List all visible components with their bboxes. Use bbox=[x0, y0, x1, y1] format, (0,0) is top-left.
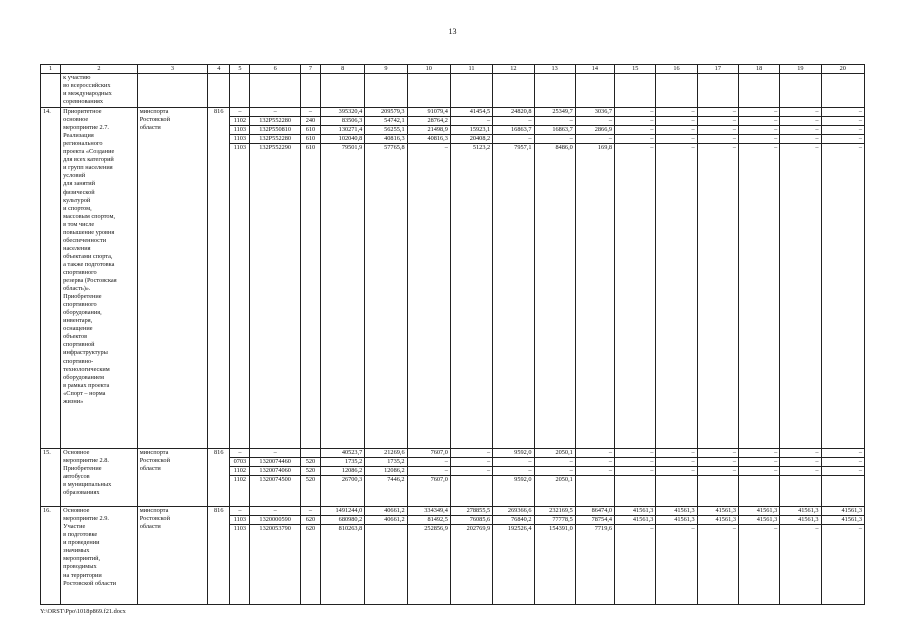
amount-cell: 3036,7 bbox=[575, 108, 614, 117]
amount-cell: – bbox=[697, 144, 738, 449]
amount-cell: – bbox=[450, 117, 492, 126]
amount-cell: – bbox=[821, 135, 864, 144]
budget-code-cell: – bbox=[250, 448, 300, 457]
amount-cell: 16863,7 bbox=[493, 126, 534, 135]
amount-cell: – bbox=[780, 135, 821, 144]
empty-cell bbox=[365, 74, 407, 108]
empty-cell bbox=[137, 74, 208, 108]
budget-code-cell: 1103 bbox=[230, 525, 250, 605]
amount-cell: – bbox=[575, 135, 614, 144]
activity-name: Основное мероприятие 2.8. Приобретение автобусов в муниципальных образованиях bbox=[61, 448, 138, 506]
amount-cell: – bbox=[738, 525, 779, 605]
amount-cell: – bbox=[821, 525, 864, 605]
amount-cell: 41561,3 bbox=[780, 507, 821, 516]
budget-code-cell: 620 bbox=[300, 516, 320, 525]
amount-cell: – bbox=[821, 448, 864, 457]
budget-code-cell: 1320000590 bbox=[250, 516, 300, 525]
executor: минспорта Ростовской области bbox=[137, 507, 208, 605]
empty-cell bbox=[656, 74, 697, 108]
budget-code-cell: 1102 bbox=[230, 475, 250, 506]
amount-cell: – bbox=[697, 117, 738, 126]
column-header: 13 bbox=[534, 65, 575, 74]
row-number: 15. bbox=[41, 448, 61, 506]
amount-cell: – bbox=[656, 466, 697, 475]
budget-code-cell: 520 bbox=[300, 475, 320, 506]
amount-cell: 810263,8 bbox=[320, 525, 364, 605]
amount-cell: – bbox=[697, 466, 738, 475]
amount-cell: 7957,1 bbox=[493, 144, 534, 449]
amount-cell: – bbox=[738, 126, 779, 135]
amount-cell: 28764,2 bbox=[407, 117, 450, 126]
budget-code-cell: 1320074460 bbox=[250, 457, 300, 466]
row-number: 14. bbox=[41, 108, 61, 449]
budget-code-cell: 132P552280 bbox=[250, 135, 300, 144]
amount-cell: 40661,2 bbox=[365, 516, 407, 525]
amount-cell: – bbox=[656, 126, 697, 135]
amount-cell: 25349,7 bbox=[534, 108, 575, 117]
amount-cell: – bbox=[615, 108, 656, 117]
amount-cell: – bbox=[697, 108, 738, 117]
amount-cell: – bbox=[615, 457, 656, 466]
amount-cell: 40523,7 bbox=[320, 448, 364, 457]
amount-cell: 41561,3 bbox=[821, 516, 864, 525]
empty-cell bbox=[615, 74, 656, 108]
amount-cell: – bbox=[656, 117, 697, 126]
amount-cell: – bbox=[615, 448, 656, 457]
budget-code-cell: 620 bbox=[300, 525, 320, 605]
amount-cell: 1735,2 bbox=[320, 457, 364, 466]
amount-cell: – bbox=[697, 448, 738, 457]
amount-cell: 41561,3 bbox=[821, 507, 864, 516]
empty-cell bbox=[320, 74, 364, 108]
amount-cell: 9592,0 bbox=[493, 448, 534, 457]
amount-cell: – bbox=[615, 126, 656, 135]
empty-cell bbox=[250, 74, 300, 108]
column-header: 3 bbox=[137, 65, 208, 74]
amount-cell: 8486,0 bbox=[534, 144, 575, 449]
column-header: 15 bbox=[615, 65, 656, 74]
amount-cell bbox=[365, 525, 407, 605]
amount-cell: – bbox=[780, 117, 821, 126]
grbs-code: 816 bbox=[208, 448, 230, 506]
amount-cell: – bbox=[780, 457, 821, 466]
empty-cell bbox=[208, 74, 230, 108]
amount-cell: – bbox=[821, 117, 864, 126]
amount-cell: – bbox=[780, 126, 821, 135]
amount-cell: 76840,2 bbox=[493, 516, 534, 525]
column-header: 4 bbox=[208, 65, 230, 74]
amount-cell: 252856,9 bbox=[407, 525, 450, 605]
amount-cell: 56255,1 bbox=[365, 126, 407, 135]
column-header: 10 bbox=[407, 65, 450, 74]
column-header: 17 bbox=[697, 65, 738, 74]
empty-cell bbox=[300, 74, 320, 108]
table-row bbox=[41, 507, 865, 516]
amount-cell: 41561,3 bbox=[780, 516, 821, 525]
amount-cell: – bbox=[821, 126, 864, 135]
amount-cell: 54742,1 bbox=[365, 117, 407, 126]
amount-cell: – bbox=[534, 466, 575, 475]
budget-code-cell: 0703 bbox=[230, 457, 250, 466]
budget-code-cell: 1103 bbox=[230, 516, 250, 525]
amount-cell: – bbox=[738, 108, 779, 117]
amount-cell: 79501,9 bbox=[320, 144, 364, 449]
budget-code-cell: 610 bbox=[300, 135, 320, 144]
amount-cell: – bbox=[615, 525, 656, 605]
amount-cell: 41561,3 bbox=[738, 516, 779, 525]
amount-cell: 7607,0 bbox=[407, 448, 450, 457]
amount-cell: 77778,5 bbox=[534, 516, 575, 525]
amount-cell: – bbox=[407, 144, 450, 449]
amount-cell: 81492,5 bbox=[407, 516, 450, 525]
amount-cell: 40661,2 bbox=[365, 507, 407, 516]
amount-cell: 2050,1 bbox=[534, 475, 575, 506]
executor: минспорта Ростовской области bbox=[137, 448, 208, 506]
amount-cell: 41561,3 bbox=[656, 507, 697, 516]
amount-cell: 41561,3 bbox=[697, 516, 738, 525]
empty-cell bbox=[738, 74, 779, 108]
amount-cell: – bbox=[738, 448, 779, 457]
empty-cell bbox=[780, 74, 821, 108]
amount-cell: – bbox=[656, 144, 697, 449]
amount-cell: 16863,7 bbox=[534, 126, 575, 135]
budget-code-cell: 240 bbox=[300, 117, 320, 126]
amount-cell: – bbox=[615, 117, 656, 126]
amount-cell: 395320,4 bbox=[320, 108, 364, 117]
amount-cell: 1491244,0 bbox=[320, 507, 364, 516]
amount-cell: 7719,6 bbox=[575, 525, 614, 605]
amount-cell: 202769,9 bbox=[450, 525, 492, 605]
amount-cell: 7607,0 bbox=[407, 475, 450, 506]
budget-code-cell: 1103 bbox=[230, 126, 250, 135]
amount-cell: 2866,9 bbox=[575, 126, 614, 135]
amount-cell: – bbox=[450, 457, 492, 466]
amount-cell: – bbox=[493, 117, 534, 126]
amount-cell: 41561,3 bbox=[697, 507, 738, 516]
column-header: 12 bbox=[493, 65, 534, 74]
amount-cell: 91079,4 bbox=[407, 108, 450, 117]
amount-cell: – bbox=[780, 448, 821, 457]
amount-cell: – bbox=[450, 448, 492, 457]
amount-cell: 41561,3 bbox=[615, 516, 656, 525]
amount-cell: – bbox=[493, 457, 534, 466]
amount-cell: 1735,2 bbox=[365, 457, 407, 466]
amount-cell: 57765,8 bbox=[365, 144, 407, 449]
amount-cell: 41561,3 bbox=[738, 507, 779, 516]
column-header: 14 bbox=[575, 65, 614, 74]
amount-cell: 40816,3 bbox=[407, 135, 450, 144]
amount-cell bbox=[780, 475, 821, 506]
amount-cell: – bbox=[697, 457, 738, 466]
budget-code-cell bbox=[300, 448, 320, 457]
amount-cell: – bbox=[738, 144, 779, 449]
amount-cell: – bbox=[407, 457, 450, 466]
amount-cell: – bbox=[656, 448, 697, 457]
budget-code-cell: – bbox=[250, 108, 300, 117]
amount-cell: 83506,3 bbox=[320, 117, 364, 126]
amount-cell: 102040,8 bbox=[320, 135, 364, 144]
budget-code-cell: 1320074060 bbox=[250, 466, 300, 475]
column-header: 1 bbox=[41, 65, 61, 74]
amount-cell: 26700,3 bbox=[320, 475, 364, 506]
amount-cell: – bbox=[738, 135, 779, 144]
budget-code-cell: – bbox=[300, 507, 320, 516]
amount-cell: 2050,1 bbox=[534, 448, 575, 457]
amount-cell: 269366,6 bbox=[493, 507, 534, 516]
amount-cell: – bbox=[575, 448, 614, 457]
amount-cell: – bbox=[821, 457, 864, 466]
amount-cell: 278855,5 bbox=[450, 507, 492, 516]
empty-cell bbox=[450, 74, 492, 108]
budget-code-cell: 132P550810 bbox=[250, 126, 300, 135]
empty-cell bbox=[697, 74, 738, 108]
amount-cell: 76085,6 bbox=[450, 516, 492, 525]
amount-cell: 5123,2 bbox=[450, 144, 492, 449]
amount-cell: – bbox=[738, 117, 779, 126]
column-header: 19 bbox=[780, 65, 821, 74]
amount-cell: 24820,8 bbox=[493, 108, 534, 117]
amount-cell: – bbox=[493, 466, 534, 475]
column-header: 8 bbox=[320, 65, 364, 74]
amount-cell: 209579,3 bbox=[365, 108, 407, 117]
amount-cell: – bbox=[656, 108, 697, 117]
amount-cell: – bbox=[780, 525, 821, 605]
amount-cell: – bbox=[575, 117, 614, 126]
budget-code-cell: 520 bbox=[300, 457, 320, 466]
header-row bbox=[41, 65, 865, 74]
executor: минспорта Ростовской области bbox=[137, 108, 208, 449]
amount-cell: 9592,0 bbox=[493, 475, 534, 506]
amount-cell: 232169,5 bbox=[534, 507, 575, 516]
amount-cell: 86474,0 bbox=[575, 507, 614, 516]
continued-activity-text: к участию во всероссийских и международных соревнованиях bbox=[61, 74, 138, 108]
amount-cell: – bbox=[615, 144, 656, 449]
amount-cell: – bbox=[738, 457, 779, 466]
budget-code-cell: 610 bbox=[300, 126, 320, 135]
amount-cell bbox=[738, 475, 779, 506]
amount-cell bbox=[821, 475, 864, 506]
empty-cell bbox=[821, 74, 864, 108]
amount-cell: – bbox=[575, 466, 614, 475]
amount-cell: – bbox=[697, 525, 738, 605]
column-header: 7 bbox=[300, 65, 320, 74]
empty-cell bbox=[493, 74, 534, 108]
amount-cell: 40816,3 bbox=[365, 135, 407, 144]
column-header: 11 bbox=[450, 65, 492, 74]
column-header: 9 bbox=[365, 65, 407, 74]
amount-cell: 12086,2 bbox=[365, 466, 407, 475]
budget-code-cell: 1102 bbox=[230, 117, 250, 126]
amount-cell: – bbox=[534, 117, 575, 126]
budget-code-cell: 132P552280 bbox=[250, 117, 300, 126]
empty-cell bbox=[41, 74, 61, 108]
activity-name: Основное мероприятие 2.9. Участие в подготовке и проведении значимых мероприятий, проводимых на территории Ростовской области bbox=[61, 507, 138, 605]
grbs-code: 816 bbox=[208, 507, 230, 605]
amount-cell: 12086,2 bbox=[320, 466, 364, 475]
amount-cell: – bbox=[738, 466, 779, 475]
column-header: 6 bbox=[250, 65, 300, 74]
amount-cell: 130271,4 bbox=[320, 126, 364, 135]
amount-cell bbox=[656, 475, 697, 506]
column-header: 5 bbox=[230, 65, 250, 74]
budget-code-cell: – bbox=[230, 108, 250, 117]
amount-cell: 680980,2 bbox=[320, 516, 364, 525]
budget-code-cell: 1102 bbox=[230, 466, 250, 475]
amount-cell: 154391,0 bbox=[534, 525, 575, 605]
amount-cell: – bbox=[575, 457, 614, 466]
grbs-code: 816 bbox=[208, 108, 230, 449]
amount-cell: – bbox=[407, 466, 450, 475]
budget-code-cell: 610 bbox=[300, 144, 320, 449]
amount-cell: 15923,1 bbox=[450, 126, 492, 135]
amount-cell: 41561,3 bbox=[615, 507, 656, 516]
amount-cell: – bbox=[615, 466, 656, 475]
amount-cell: – bbox=[534, 135, 575, 144]
amount-cell: – bbox=[534, 457, 575, 466]
budget-code-cell: 1103 bbox=[230, 144, 250, 449]
budget-code-cell: – bbox=[230, 448, 250, 457]
budget-table bbox=[40, 64, 865, 605]
amount-cell: – bbox=[493, 135, 534, 144]
amount-cell bbox=[697, 475, 738, 506]
amount-cell: – bbox=[780, 144, 821, 449]
file-path-footer: Y:\ORST\Ppo\1018p869.f21.docx bbox=[40, 608, 126, 615]
amount-cell: – bbox=[656, 135, 697, 144]
amount-cell: 20408,2 bbox=[450, 135, 492, 144]
budget-code-cell: – bbox=[250, 507, 300, 516]
amount-cell: – bbox=[615, 135, 656, 144]
column-header: 2 bbox=[61, 65, 138, 74]
column-header: 20 bbox=[821, 65, 864, 74]
amount-cell: 78754,4 bbox=[575, 516, 614, 525]
budget-code-cell: – bbox=[230, 507, 250, 516]
amount-cell: 41454,5 bbox=[450, 108, 492, 117]
table-row bbox=[41, 108, 865, 117]
column-header: 18 bbox=[738, 65, 779, 74]
budget-code-cell: 520 bbox=[300, 466, 320, 475]
amount-cell: – bbox=[821, 108, 864, 117]
budget-code-cell: 132P552290 bbox=[250, 144, 300, 449]
activity-name: Приоритетное основное мероприятие 2.7. Реализация регионального проекта «Создание для всех категорий и групп населения условий для занятий физической культурой и спортом, массовым спортом, в том числе повышение уровня обеспеченности населения объектами спорта, а также подготовка спортивного резерва (Ростовская область)». Приобретение спортивного оборудования, инвентаря, оснащение объектов спортивной инфраструктуры спортивно- технологическим оборудованием в рамках проекта «Спорт – норма жизни» bbox=[61, 108, 138, 449]
budget-code-cell: 1320074500 bbox=[250, 475, 300, 506]
empty-cell bbox=[575, 74, 614, 108]
row-number: 16. bbox=[41, 507, 61, 605]
continuation-row bbox=[41, 74, 865, 108]
amount-cell: 21269,6 bbox=[365, 448, 407, 457]
amount-cell: – bbox=[821, 144, 864, 449]
empty-cell bbox=[407, 74, 450, 108]
amount-cell: – bbox=[780, 466, 821, 475]
amount-cell bbox=[450, 475, 492, 506]
amount-cell: 41561,3 bbox=[656, 516, 697, 525]
amount-cell: – bbox=[656, 525, 697, 605]
amount-cell: – bbox=[450, 466, 492, 475]
column-header: 16 bbox=[656, 65, 697, 74]
budget-code-cell: 1320053790 bbox=[250, 525, 300, 605]
amount-cell: – bbox=[656, 457, 697, 466]
amount-cell bbox=[615, 475, 656, 506]
table-row bbox=[41, 448, 865, 457]
empty-cell bbox=[230, 74, 250, 108]
page-number: 13 bbox=[448, 27, 457, 36]
amount-cell bbox=[575, 475, 614, 506]
amount-cell: – bbox=[780, 108, 821, 117]
budget-code-cell: 1103 bbox=[230, 135, 250, 144]
amount-cell: 192526,4 bbox=[493, 525, 534, 605]
amount-cell: 169,8 bbox=[575, 144, 614, 449]
amount-cell: – bbox=[697, 126, 738, 135]
amount-cell: – bbox=[821, 466, 864, 475]
budget-code-cell: – bbox=[300, 108, 320, 117]
amount-cell: 334349,4 bbox=[407, 507, 450, 516]
amount-cell: – bbox=[697, 135, 738, 144]
empty-cell bbox=[534, 74, 575, 108]
amount-cell: 21498,9 bbox=[407, 126, 450, 135]
amount-cell: 7446,2 bbox=[365, 475, 407, 506]
